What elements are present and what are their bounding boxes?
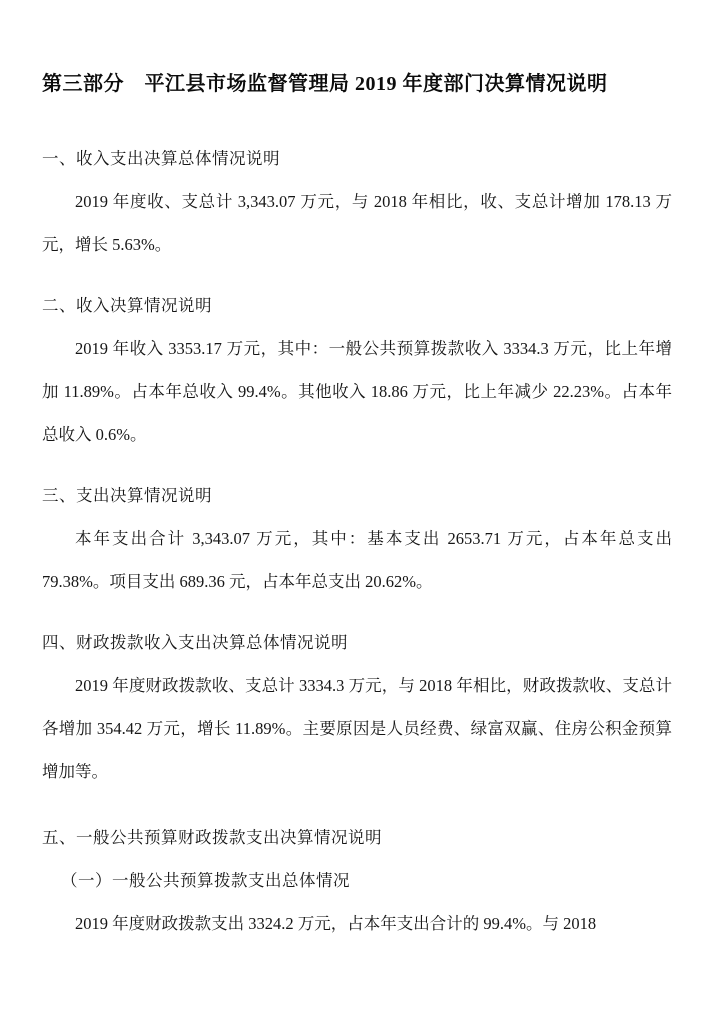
- section-paragraph: 2019 年收入 3353.17 万元，其中：一般公共预算拨款收入 3334.3 万元，比上年增加 11.89%。占本年总收入 99.4%。其他收入 18.86 万元，比上年减少 22.23%。占本年总收入 0.6%。: [42, 339, 672, 444]
- section-paragraph: 2019 年度收、支总计 3,343.07 万元，与 2018 年相比，收、支总计增加 178.13 万元，增长 5.63%。: [42, 192, 672, 254]
- section-heading: 四、财政拨款收入支出决算总体情况说明: [42, 633, 348, 652]
- section-heading: 三、支出决算情况说明: [42, 486, 212, 505]
- section-expenditure-details: [42, 474, 672, 603]
- document-title: 第三部分 平江县市场监督管理局 2019 年度部门决算情况说明: [42, 73, 608, 95]
- section-income-details: [42, 284, 672, 456]
- section-paragraph: 本年支出合计 3,343.07 万元，其中：基本支出 2653.71 万元，占本年总支出 79.38%。项目支出 689.36 元，占本年总支出 20.62%。: [42, 529, 672, 591]
- section-subheading: （一）一般公共预算拨款支出总体情况: [60, 871, 350, 890]
- section-heading: 一、收入支出决算总体情况说明: [42, 149, 280, 168]
- section-paragraph: 2019 年度财政拨款收、支总计 3334.3 万元，与 2018 年相比，财政拨款收、支总计各增加 354.42 万元，增长 11.89%。主要原因是人员经费、绿富双赢、住房公积金预算增加等。: [42, 676, 672, 781]
- section-heading: 五、一般公共预算财政拨款支出决算情况说明: [42, 828, 382, 847]
- section-heading: 二、收入决算情况说明: [42, 296, 212, 315]
- section-public-budget-expenditure: [42, 816, 672, 945]
- section-income-expenditure-overview: [42, 137, 672, 266]
- section-paragraph: 2019 年度财政拨款支出 3324.2 万元，占本年支出合计的 99.4%。与 2018: [75, 914, 597, 933]
- section-fiscal-appropriation-overview: [42, 621, 672, 793]
